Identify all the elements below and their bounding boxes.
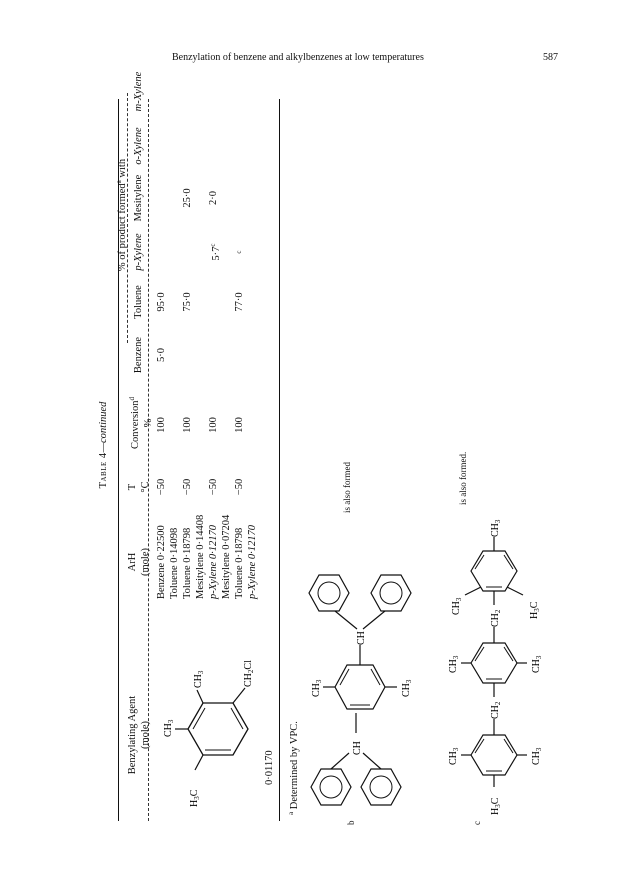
bond xyxy=(335,611,357,629)
row-4-temp: −50 xyxy=(234,478,245,496)
label-ch3: $CH_3$ xyxy=(490,519,502,537)
aromatic-circle xyxy=(370,776,392,798)
bond xyxy=(331,753,349,769)
bond xyxy=(363,611,385,629)
substituent-bond xyxy=(195,755,203,770)
header-temp: T °C xyxy=(127,481,151,493)
header-agent: Benzylating Agent (mole) xyxy=(127,695,151,775)
row-2-mesitylene: 25·0 xyxy=(182,188,193,208)
table-caption: Table 4—continued xyxy=(98,401,109,489)
ring-2 xyxy=(471,643,517,683)
header-mesitylene: Mesitylene xyxy=(133,174,144,222)
aromatic-circle xyxy=(380,582,402,604)
central-ring xyxy=(335,665,385,709)
phenyl-ring xyxy=(371,575,411,611)
row-3-arh: p-Xylene 0·12170 Mesitylene 0·07204 xyxy=(208,514,232,599)
row-3-pxylene: $5\cdot 7^c$ xyxy=(209,243,222,261)
substituent-bond xyxy=(233,688,245,703)
bond xyxy=(465,587,481,595)
row-2-conv: 100 xyxy=(182,417,193,433)
footnote-b-structure xyxy=(305,515,435,815)
row-3-temp: −50 xyxy=(208,478,219,496)
aromatic-circle xyxy=(318,582,340,604)
phenyl-ring xyxy=(311,769,351,805)
label-ch2: $CH_2$ xyxy=(490,609,502,627)
label-ch3: $CH_3$ xyxy=(448,747,460,765)
rotated-table xyxy=(95,55,575,835)
bond xyxy=(363,753,381,769)
row-2-arh: Toluene 0·18798 Mesitylene 0·14408 xyxy=(182,514,206,599)
label-ch3: $CH_3$ xyxy=(451,597,463,615)
header-benzene: Benzene xyxy=(133,336,144,374)
label-ch3-top: $CH_3$ xyxy=(163,719,175,737)
header-mxylene: m-Xylene xyxy=(133,71,144,112)
row-1-arh: Benzene 0·22500 Toluene 0·14098 xyxy=(156,525,180,599)
label-ch3-bottom: $CH_3$ xyxy=(401,679,413,697)
row-1-conv: 100 xyxy=(156,417,167,433)
running-head-title: Benzylation of benzene and alkylbenzenes at low temperatures xyxy=(172,52,424,63)
label-ch-left: CH xyxy=(352,741,363,755)
ring-bond xyxy=(340,669,349,685)
header-pxylene: p-Xylene xyxy=(133,233,144,271)
row-4-arh: Toluene 0·18798 p-Xylene 0·12170 xyxy=(234,524,258,599)
label-ch3: $CH_3$ xyxy=(448,655,460,673)
label-h3c: $H_3C$ xyxy=(189,789,201,807)
aromatic-circle xyxy=(320,776,342,798)
row-1-benzene: 5·0 xyxy=(156,348,167,362)
header-group: % of product formed$^a$ with xyxy=(115,158,128,272)
substituent-bond xyxy=(197,690,203,703)
label-ch-right: CH xyxy=(356,631,367,645)
bond xyxy=(507,587,523,595)
row-4-pxylene: c xyxy=(235,250,243,254)
label-h3c: $H_3C$ xyxy=(490,797,502,815)
row-2-temp: −50 xyxy=(182,478,193,496)
ring-1 xyxy=(471,735,517,775)
row-1-toluene: 95·0 xyxy=(156,292,167,312)
header-arh: ArH (mole) xyxy=(127,548,151,576)
aromatic-ring xyxy=(188,703,248,755)
label-h3c: $H_3C$ xyxy=(529,601,541,619)
label-ch3-top: $CH_3$ xyxy=(311,679,323,697)
header-toluene: Toluene xyxy=(133,285,144,319)
phenyl-ring xyxy=(309,575,349,611)
footnote-c-mark: c xyxy=(472,821,482,825)
group-rule xyxy=(127,93,128,343)
header-rule xyxy=(148,99,149,821)
row-3-mesitylene: 2·0 xyxy=(208,191,219,205)
row-1-temp: −50 xyxy=(156,478,167,496)
footnote-b-text: is also formed xyxy=(342,462,352,513)
label-ch3: $CH_3$ xyxy=(531,747,543,765)
label-ch2: $CH_2$ xyxy=(490,701,502,719)
table-bottom-rule xyxy=(279,99,280,821)
footnote-a: $^a$ Determined by VPC. xyxy=(287,721,300,815)
ring-bond xyxy=(371,669,380,685)
header-oxylene: o-Xylene xyxy=(133,127,144,165)
label-ch3-right: $CH_3$ xyxy=(193,670,205,688)
page-number: 587 xyxy=(543,52,558,63)
footnote-c-text: is also formed. xyxy=(458,451,468,505)
agent-amount: 0·01170 xyxy=(264,750,275,785)
phenyl-ring xyxy=(361,769,401,805)
row-2-toluene: 75·0 xyxy=(182,292,193,312)
row-4-toluene: 77·0 xyxy=(234,292,245,312)
row-3-conv: 100 xyxy=(208,417,219,433)
benzylating-agent-structure xyxy=(155,645,265,815)
row-4-conv: 100 xyxy=(234,417,245,433)
header-conversion: Conversion$^d$ % xyxy=(128,397,154,449)
label-ch2cl: $CH_2Cl$ xyxy=(243,660,255,687)
label-ch3: $CH_3$ xyxy=(531,655,543,673)
footnote-b-mark: b xyxy=(346,820,356,825)
ring-3 xyxy=(471,551,517,591)
